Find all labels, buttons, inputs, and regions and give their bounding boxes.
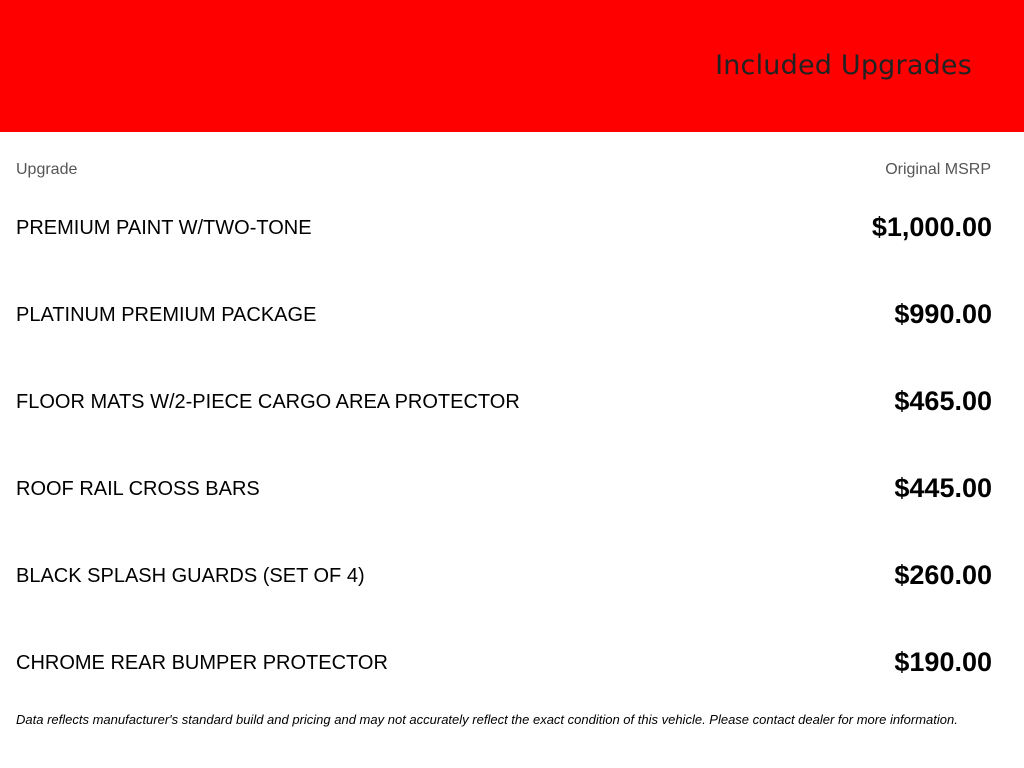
upgrade-name: PLATINUM PREMIUM PACKAGE: [16, 304, 317, 326]
column-header-upgrade: Upgrade: [16, 161, 78, 178]
header-banner: [0, 0, 1024, 132]
upgrade-price: $445.00: [894, 473, 992, 503]
upgrade-name: CHROME REAR BUMPER PROTECTOR: [16, 652, 388, 674]
table-row: [16, 550, 992, 637]
upgrade-price: $465.00: [894, 386, 992, 416]
upgrade-price: $990.00: [894, 299, 992, 329]
upgrade-name: PREMIUM PAINT W/TWO-TONE: [16, 217, 312, 239]
table-header: [16, 161, 991, 181]
upgrade-price: $260.00: [894, 560, 992, 590]
table-row: [16, 463, 992, 550]
table-row: [16, 289, 992, 376]
disclaimer-text: Data reflects manufacturer's standard build and pricing and may not accurately reflect the exact condition of this vehicle. Please contact dealer for more information.: [16, 712, 958, 727]
upgrade-name: BLACK SPLASH GUARDS (SET OF 4): [16, 565, 365, 587]
table-row: [16, 202, 992, 289]
page-title: Included Upgrades: [715, 50, 972, 81]
table-row: [16, 637, 992, 724]
upgrade-name: ROOF RAIL CROSS BARS: [16, 478, 260, 500]
upgrades-list: [16, 202, 992, 724]
upgrade-price: $190.00: [894, 647, 992, 677]
upgrade-name: FLOOR MATS W/2-PIECE CARGO AREA PROTECTOR: [16, 391, 520, 413]
upgrade-price: $1,000.00: [871, 212, 992, 242]
table-row: [16, 376, 992, 463]
column-header-msrp: Original MSRP: [885, 161, 991, 178]
